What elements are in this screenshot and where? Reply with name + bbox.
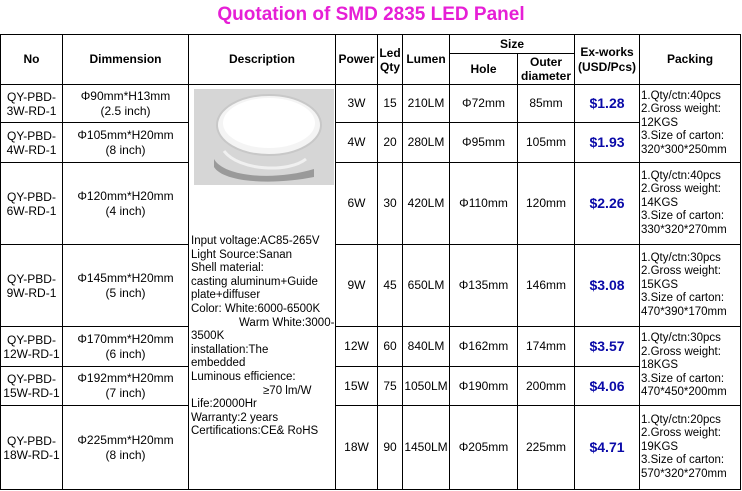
- hole-cell: Φ95mm: [450, 123, 518, 163]
- header-description: Description: [189, 35, 336, 85]
- packing-cell: 1.Qty/ctn:20pcs 2.Gross weight: 19KGS 3.Size of carton: 570*320*270mm: [640, 406, 741, 490]
- lumen-cell: 420LM: [403, 163, 450, 245]
- dimension-cell: Φ145mm*H20mm (5 inch): [63, 245, 189, 327]
- model-number: QY-PBD- 18W-RD-1: [1, 406, 63, 490]
- power-cell: 12W: [336, 327, 378, 367]
- model-number: QY-PBD- 3W-RD-1: [1, 85, 63, 123]
- packing-cell: 1.Qty/ctn:40pcs 2.Gross weight: 14KGS 3.Size of carton: 330*320*270mm: [640, 163, 741, 245]
- outer-diameter-cell: 146mm: [518, 245, 575, 327]
- hole-cell: Φ205mm: [450, 406, 518, 490]
- dimension-cell: Φ192mm*H20mm (7 inch): [63, 367, 189, 406]
- power-cell: 3W: [336, 85, 378, 123]
- led-qty-cell: 15: [378, 85, 403, 123]
- model-number: QY-PBD- 12W-RD-1: [1, 327, 63, 367]
- lumen-cell: 1450LM: [403, 406, 450, 490]
- page-title: Quotation of SMD 2835 LED Panel: [217, 4, 525, 25]
- price-cell: $2.26: [575, 163, 640, 245]
- led-qty-cell: 75: [378, 367, 403, 406]
- packing-cell: 1.Qty/ctn:30pcs 2.Gross weight: 15KGS 3.Size of carton: 470*390*170mm: [640, 245, 741, 327]
- lumen-cell: 650LM: [403, 245, 450, 327]
- price-cell: $4.71: [575, 406, 640, 490]
- table-row: [1, 123, 741, 163]
- led-qty-cell: 20: [378, 123, 403, 163]
- power-cell: 9W: [336, 245, 378, 327]
- dimension-cell: Φ90mm*H13mm (2.5 inch): [63, 85, 189, 123]
- led-qty-cell: 45: [378, 245, 403, 327]
- model-number: QY-PBD- 4W-RD-1: [1, 123, 63, 163]
- header-lumen: Lumen: [403, 35, 450, 85]
- table-row: [1, 406, 741, 490]
- price-cell: $3.57: [575, 327, 640, 367]
- lumen-cell: 210LM: [403, 85, 450, 123]
- header-outer-diameter: Outer diameter: [518, 54, 575, 85]
- description-cell: [189, 85, 336, 490]
- table-row: [1, 163, 741, 245]
- hole-cell: Φ135mm: [450, 245, 518, 327]
- header-packing: Packing: [640, 35, 741, 85]
- header-dimension: Dimmension: [63, 35, 189, 85]
- lumen-cell: 1050LM: [403, 367, 450, 406]
- table-row: [1, 327, 741, 367]
- outer-diameter-cell: 200mm: [518, 367, 575, 406]
- hole-cell: Φ110mm: [450, 163, 518, 245]
- header-led-qty: Led Qty: [378, 35, 403, 85]
- model-number: QY-PBD- 6W-RD-1: [1, 163, 63, 245]
- table-row: [1, 245, 741, 327]
- power-cell: 4W: [336, 123, 378, 163]
- packing-cell: 1.Qty/ctn:40pcs 2.Gross weight: 12KGS 3.Size of carton: 320*300*250mm: [640, 85, 741, 163]
- header-power: Power: [336, 35, 378, 85]
- dimension-cell: Φ105mm*H20mm (8 inch): [63, 123, 189, 163]
- outer-diameter-cell: 85mm: [518, 85, 575, 123]
- model-number: QY-PBD- 9W-RD-1: [1, 245, 63, 327]
- lumen-cell: 840LM: [403, 327, 450, 367]
- power-cell: 6W: [336, 163, 378, 245]
- price-cell: $3.08: [575, 245, 640, 327]
- quotation-table: [0, 34, 741, 490]
- dimension-cell: Φ120mm*H20mm (4 inch): [63, 163, 189, 245]
- price-cell: $1.28: [575, 85, 640, 123]
- outer-diameter-cell: 174mm: [518, 327, 575, 367]
- dimension-cell: Φ225mm*H20mm (8 inch): [63, 406, 189, 490]
- led-qty-cell: 30: [378, 163, 403, 245]
- lumen-cell: 280LM: [403, 123, 450, 163]
- dimension-cell: Φ170mm*H20mm (6 inch): [63, 327, 189, 367]
- power-cell: 18W: [336, 406, 378, 490]
- outer-diameter-cell: 225mm: [518, 406, 575, 490]
- hole-cell: Φ162mm: [450, 327, 518, 367]
- hole-cell: Φ190mm: [450, 367, 518, 406]
- header-no: No: [1, 35, 63, 85]
- model-number: QY-PBD- 15W-RD-1: [1, 367, 63, 406]
- table-row: [1, 367, 741, 406]
- header-size: Size: [450, 35, 575, 54]
- header-ex-works: Ex-works (USD/Pcs): [575, 35, 640, 85]
- price-cell: $4.06: [575, 367, 640, 406]
- outer-diameter-cell: 120mm: [518, 163, 575, 245]
- power-cell: 15W: [336, 367, 378, 406]
- led-qty-cell: 60: [378, 327, 403, 367]
- table-row: [1, 85, 741, 123]
- led-panel-image: [194, 89, 334, 185]
- hole-cell: Φ72mm: [450, 85, 518, 123]
- price-cell: $1.93: [575, 123, 640, 163]
- outer-diameter-cell: 105mm: [518, 123, 575, 163]
- led-qty-cell: 90: [378, 406, 403, 490]
- header-hole: Hole: [450, 54, 518, 85]
- packing-cell: 1.Qty/ctn:30pcs 2.Gross weight: 18KGS 3.Size of carton: 470*450*200mm: [640, 327, 741, 406]
- description-text: Input voltage:AC85-265V Light Source:Sanan Shell material: casting aluminum+Guide plate+diffuser Color: White:6000-6500K Warm White:3000- 3500K installation:The embedded Luminous efficience: ≥70 lm/W Life:20000Hr Warranty:2 years Certifications:CE& RoHS: [191, 235, 335, 438]
